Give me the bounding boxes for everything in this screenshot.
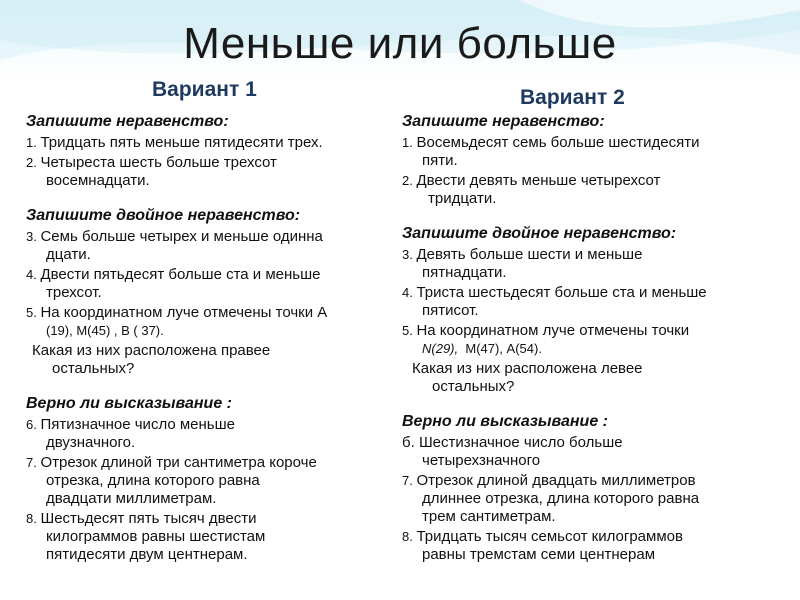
v1-item-6: 6. Пятизначное число меньше двузначного. bbox=[26, 416, 235, 451]
v2-item-5: 5. На координатном луче отмечены точки N(29), М(47), А(54). bbox=[402, 322, 690, 356]
v1-section-double: Запишите двойное неравенство: bbox=[26, 207, 301, 224]
v2-section-double: Запишите двойное неравенство: bbox=[402, 225, 677, 242]
variant1-column bbox=[26, 112, 396, 564]
v1-item-8: 8. Шестьдесят пять тысяч двести килограммов равны шестистам пятидесяти двум центнерам. bbox=[26, 510, 266, 563]
variant2-heading: Вариант 2 bbox=[520, 86, 625, 109]
v2-item-5-question: Какая из них расположена левее остальных? bbox=[412, 360, 643, 395]
variant1-heading: Вариант 1 bbox=[152, 78, 257, 101]
v2-item-4: 4. Триста шестьдесят больше ста и меньше пятисот. bbox=[402, 284, 707, 319]
v2-item-2: 2. Двести девять меньше четырехсот тридцати. bbox=[402, 172, 661, 207]
v2-item-6: б. Шестизначное число больше четырехзначного bbox=[402, 434, 623, 469]
v1-item-5-question: Какая из них расположена правее остальных? bbox=[32, 342, 271, 377]
variant2-column bbox=[402, 112, 782, 564]
slide-title: Меньше или больше bbox=[183, 19, 617, 68]
v1-item-4: 4. Двести пятьдесят больше ста и меньше трехсот. bbox=[26, 266, 321, 301]
v1-item-1: 1. Тридцать пять меньше пятидесяти трех. bbox=[26, 134, 323, 151]
v2-item-3: 3. Девять больше шести и меньше пятнадцати. bbox=[402, 246, 643, 281]
v2-section-statement: Верно ли высказывание : bbox=[402, 413, 608, 430]
v1-section-statement: Верно ли высказывание : bbox=[26, 395, 232, 412]
v2-section-inequality: Запишите неравенство: bbox=[402, 113, 605, 130]
v2-item-8: 8. Тридцать тысяч семьсот килограммов равны тремстам семи центнерам bbox=[402, 528, 683, 563]
v2-item-7: 7. Отрезок длиной двадцать миллиметров длиннее отрезка, длина которого равна трем сантиметрам. bbox=[402, 472, 700, 525]
v1-item-7: 7. Отрезок длиной три сантиметра короче отрезка, длина которого равна двадцати миллиметрам. bbox=[26, 454, 317, 507]
v1-item-2: 2. Четыреста шесть больше трехсот восемнадцати. bbox=[26, 154, 277, 189]
v2-item-1: 1. Восемьдесят семь больше шестидесяти пяти. bbox=[402, 134, 700, 169]
v1-section-inequality: Запишите неравенство: bbox=[26, 113, 229, 130]
v1-item-3: 3. Семь больше четырех и меньше одинна дцати. bbox=[26, 228, 323, 263]
v1-item-5: 5. На координатном луче отмечены точки А (19), М(45) , В ( 37). bbox=[26, 304, 328, 338]
